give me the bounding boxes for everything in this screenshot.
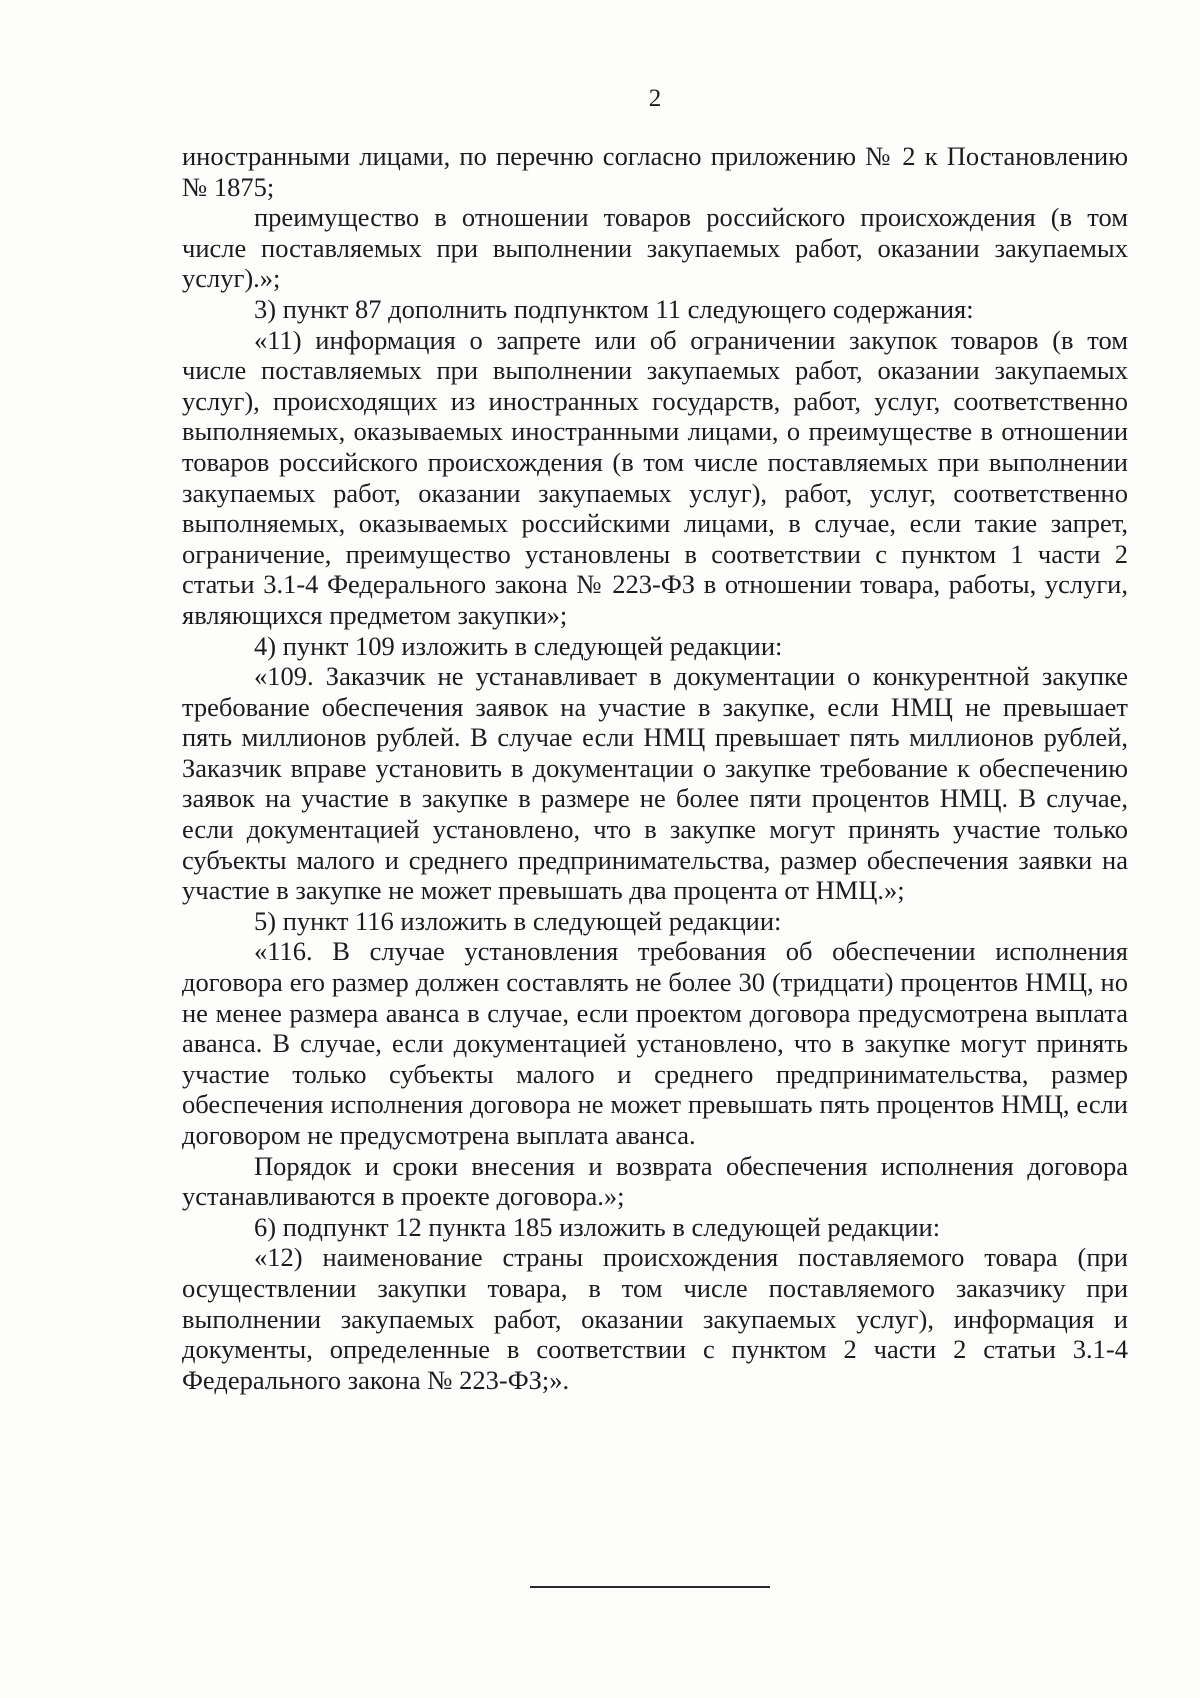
paragraph-clause-109: «109. Заказчик не устанавливает в документации о конкурентной закупке требование обеспечения заявок на участие в закупке, если НМЦ не превышает пять миллионов рублей. В случае если НМЦ превышает пять миллионов рублей, Заказчик вправе установить в документации о закупке требование к обеспечению заявок на участие в закупке в размере не более пяти процентов НМЦ. В случае, если документацией установлено, что в закупке могут принять участие только субъекты малого и среднего предпринимательства, размер обеспечения заявки на участие в закупке не может превышать два процента от НМЦ.»; [182,661,1128,906]
end-of-text-rule [530,1586,770,1588]
paragraph-preference-russian-goods: преимущество в отношении товаров российского происхождения (в том числе поставляемых при выполнении закупаемых работ, оказании закупаемых услуг).»; [182,202,1128,294]
paragraph-subitem-12: «12) наименование страны происхождения поставляемого товара (при осуществлении закупки товара, в том числе поставляемого заказчику при выполнении закупаемых работ, оказании закупаемых услуг), информация и документы, определенные в соответствии с пунктом 2 части 2 статьи 3.1-4 Федерального закона № 223-ФЗ;». [182,1242,1128,1395]
paragraph-item-5: 5) пункт 116 изложить в следующей редакции: [254,905,782,936]
paragraph-security-procedure: Порядок и сроки внесения и возврата обеспечения исполнения договора устанавливаются в проекте договора.»; [182,1150,1128,1212]
document-body [182,141,1128,1395]
paragraph-item-4: 4) пункт 109 изложить в следующей редакции: [254,630,783,661]
page-number: 2 [648,85,662,112]
paragraph-continuation: иностранными лицами, по перечню согласно приложению № 2 к Постановлению № 1875; [182,141,1128,202]
paragraph-subitem-11: «11) информация о запрете или об ограничении закупок товаров (в том числе поставляемых при выполнении закупаемых работ, оказании закупаемых услуг), происходящих из иностранных государств, работ, услуг, соответственно выполняемых, оказываемых иностранными лицами, о преимуществе в отношении товаров российского происхождения (в том числе поставляемых при выполнении закупаемых работ, оказании закупаемых услуг), работ, услуг, соответственно выполняемых, оказываемых российскими лицами, в случае, если такие запрет, ограничение, преимущество установлены в соответствии с пунктом 1 части 2 статьи 3.1-4 Федерального закона № 223-ФЗ в отношении товара, работы, услуги, являющихся предметом закупки»; [182,324,1128,630]
paragraph-clause-116: «116. В случае установления требования об обеспечении исполнения договора его размер должен составлять не более 30 (тридцати) процентов НМЦ, но не менее размера аванса в случае, если проектом договора предусмотрена выплата аванса. В случае, если документацией установлено, что в закупке могут принять участие только субъекты малого и среднего предпринимательства, размер обеспечения исполнения договора не может превышать пять процентов НМЦ, если договором не предусмотрена выплата аванса. [182,936,1128,1150]
paragraph-item-6: 6) подпункт 12 пункта 185 изложить в следующей редакции: [254,1211,941,1242]
paragraph-item-3: 3) пункт 87 дополнить подпунктом 11 следующего содержания: [254,293,974,324]
